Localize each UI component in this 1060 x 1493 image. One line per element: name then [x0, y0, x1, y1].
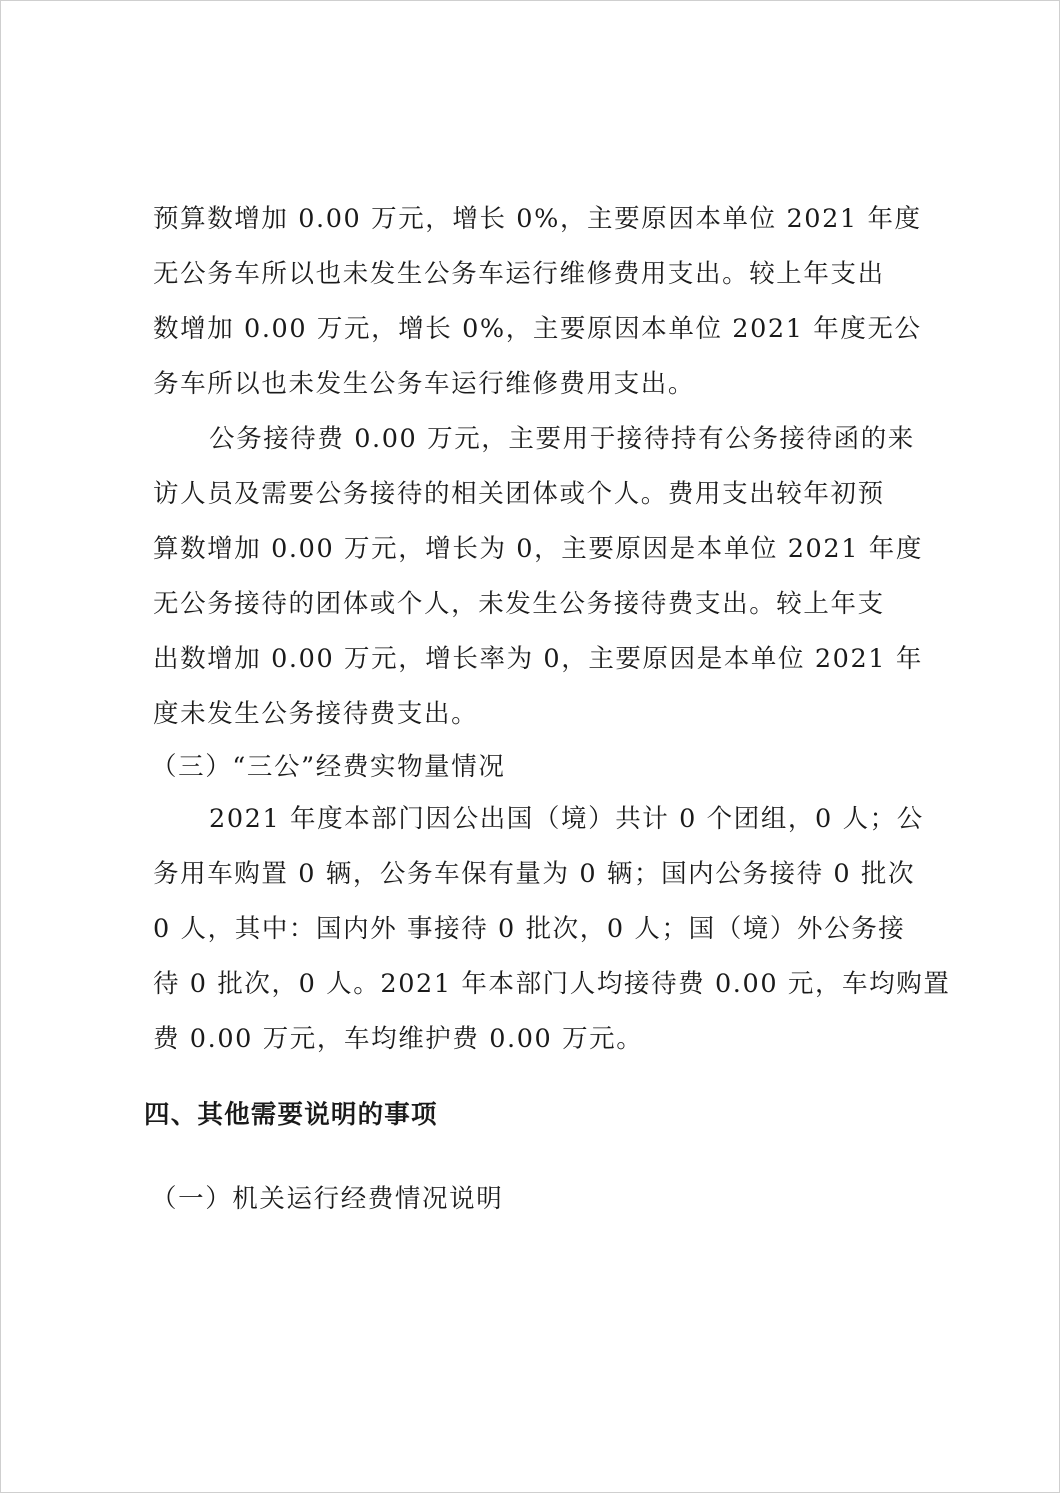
paragraph-line: 算数增加 0.00 万元，增长为 0，主要原因是本单位 2021 年度	[153, 534, 923, 564]
section-4-1-heading: （一）机关运行经费情况说明	[151, 1184, 504, 1214]
paragraph-line: 0 人，其中：国内外 事接待 0 批次，0 人；国（境）外公务接	[153, 914, 906, 944]
paragraph-line: 数增加 0.00 万元，增长 0%，主要原因本单位 2021 年度无公	[153, 314, 922, 344]
paragraph-line: 无公务接待的团体或个人，未发生公务接待费支出。较上年支	[153, 589, 885, 619]
paragraph-line: 2021 年度本部门因公出国（境）共计 0 个团组，0 人；公	[209, 804, 924, 834]
paragraph-line: 访人员及需要公务接待的相关团体或个人。费用支出较年初预	[153, 479, 885, 509]
paragraph-line: 务用车购置 0 辆，公务车保有量为 0 辆；国内公务接待 0 批次	[153, 859, 916, 889]
paragraph-line: 公务接待费 0.00 万元，主要用于接待持有公务接待函的来	[209, 424, 915, 454]
paragraph-line: 待 0 批次，0 人。2021 年本部门人均接待费 0.00 元，车均购置	[153, 969, 951, 999]
paragraph-line: 无公务车所以也未发生公务车运行维修费用支出。较上年支出	[153, 259, 885, 289]
paragraph-line: 务车所以也未发生公务车运行维修费用支出。	[153, 369, 696, 399]
paragraph-line: 出数增加 0.00 万元，增长率为 0，主要原因是本单位 2021 年	[153, 644, 923, 674]
paragraph-line: 度未发生公务接待费支出。	[153, 699, 479, 729]
paragraph-line: 预算数增加 0.00 万元，增长 0%，主要原因本单位 2021 年度	[153, 204, 922, 234]
section-4-heading: 四、其他需要说明的事项	[144, 1100, 438, 1130]
section-3-heading: （三）“三公”经费实物量情况	[151, 752, 506, 782]
paragraph-line: 费 0.00 万元，车均维护费 0.00 万元。	[153, 1024, 644, 1054]
